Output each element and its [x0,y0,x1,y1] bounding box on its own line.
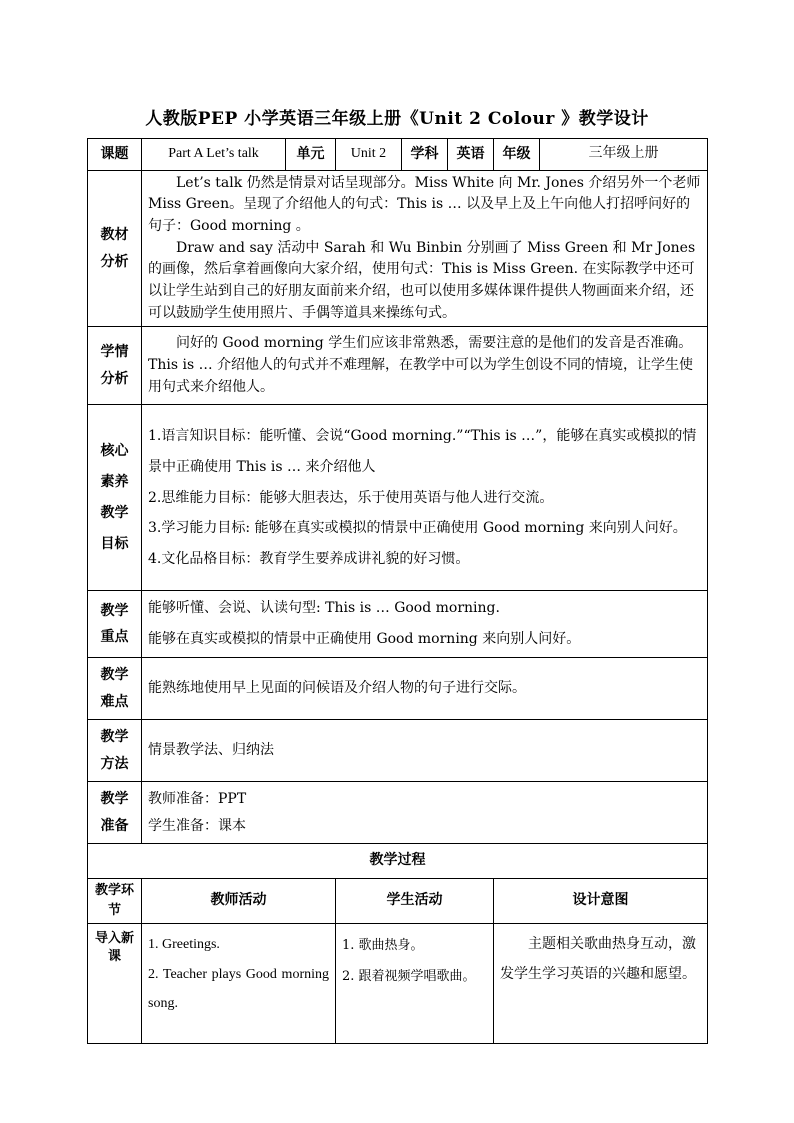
process-stage: 导入新课 [88,924,142,1044]
topic-value: Part A Let’s talk [142,139,286,171]
grade-value: 三年级上册 [540,139,708,171]
col-stage: 教学环节 [88,879,142,924]
process-row [88,924,708,1044]
process-title-row [88,844,708,879]
goal-item-1: 1.语言知识目标：能听懂、会说“Good morning.”“This is …”，能够在真实或模拟的情景中正确使用 This is … 来介绍他人 [148,427,697,475]
goals-content [142,405,708,591]
learner-label: 学情 分析 [88,327,142,405]
difficulties-label: 教学 难点 [88,658,142,720]
teacher-preparation: 教师准备：PPT [148,790,247,807]
key-points-label: 教学 重点 [88,591,142,658]
col-intent: 设计意图 [494,879,708,924]
process-header-row [88,879,708,924]
goals-label: 核心 素养 教学 目标 [88,405,142,591]
learner-content [142,327,708,405]
difficulties-content: 能熟练地使用早上见面的问候语及介绍人物的句子进行交际。 [142,658,708,720]
process-intent [494,924,708,1044]
key-point-1: 能够听懂、会说、认读句型: This is … Good morning. [148,600,500,617]
teacher-activity-1: 1. Greetings. [148,937,220,953]
process-teacher-activity [142,924,336,1044]
methods-label: 教学 方法 [88,720,142,782]
material-paragraph-1: Let’s talk 仍然是情景对话呈现部分。Miss White 向 Mr. Jones 介绍另外一个老师 Miss Green。呈现了介绍他人的句式：This is … 以及早上及上午向他人打招呼问好的句子：Good morning 。 [148,174,701,234]
document-title: 人教版PEP 小学英语三年级上册《Unit 2 Colour 》教学设计 [145,109,649,129]
material-paragraph-2: Draw and say 活动中 Sarah 和 Wu Binbin 分别画了 Miss Green 和 Mr Jones 的画像，然后拿着画像向大家介绍，使用句式：This is Miss Green. 在实际教学中还可以让学生站到自己的好朋友面前来介绍，也可以使用多媒体课件提供人物画面来介绍，还可以鼓励学生使用照片、手偶等道具来操练句式。 [148,239,696,321]
goal-item-3: 3.学习能力目标: 能够在真实或模拟的情景中正确使用 Good morning 来向别人问好。 [148,520,687,537]
process-title: 教学过程 [88,844,708,879]
unit-value: Unit 2 [336,139,402,171]
topic-label: 课题 [88,139,142,171]
preparation-label: 教学 准备 [88,782,142,844]
preparation-content [142,782,708,844]
difficulties-row [88,658,708,720]
preparation-row [88,782,708,844]
learner-text: 问好的 Good morning 学生们应该非常熟悉，需要注意的是他们的发音是否准确。This is … 介绍他人的句式并不难理解，在教学中可以为学生创设不同的情境，让学生使用句式来介绍他人。 [148,335,694,395]
grade-label: 年级 [494,139,540,171]
col-teacher: 教师活动 [142,879,336,924]
teacher-activity-2: 2. Teacher plays Good morning song. [148,966,329,1012]
process-student-activity [336,924,494,1044]
subject-label: 学科 [402,139,448,171]
student-activity-2: 2. 跟着视频学唱歌曲。 [342,969,476,985]
key-points-row [88,591,708,658]
student-preparation: 学生准备：课本 [148,817,246,834]
unit-label: 单元 [286,139,336,171]
header-row [88,139,708,171]
design-intent: 主题相关歌曲热身互动，激发学生学习英语的兴趣和愿望。 [500,936,696,982]
learner-row [88,327,708,405]
col-student: 学生活动 [336,879,494,924]
material-row [88,170,708,327]
material-label: 教材 分析 [88,170,142,327]
subject-value: 英语 [448,139,494,171]
methods-row [88,720,708,782]
key-point-2: 能够在真实或模拟的情景中正确使用 Good morning 来向别人问好。 [148,631,581,648]
key-points-content [142,591,708,658]
student-activity-1: 1. 歌曲热身。 [342,938,424,954]
goals-row [88,405,708,591]
lesson-plan-table [87,138,708,1044]
material-content [142,170,708,327]
goal-item-4: 4.文化品格目标：教育学生要养成讲礼貌的好习惯。 [148,551,470,568]
goal-item-2: 2.思维能力目标：能够大胆表达，乐于使用英语与他人进行交流。 [148,489,554,506]
methods-content: 情景教学法、归纳法 [142,720,708,782]
